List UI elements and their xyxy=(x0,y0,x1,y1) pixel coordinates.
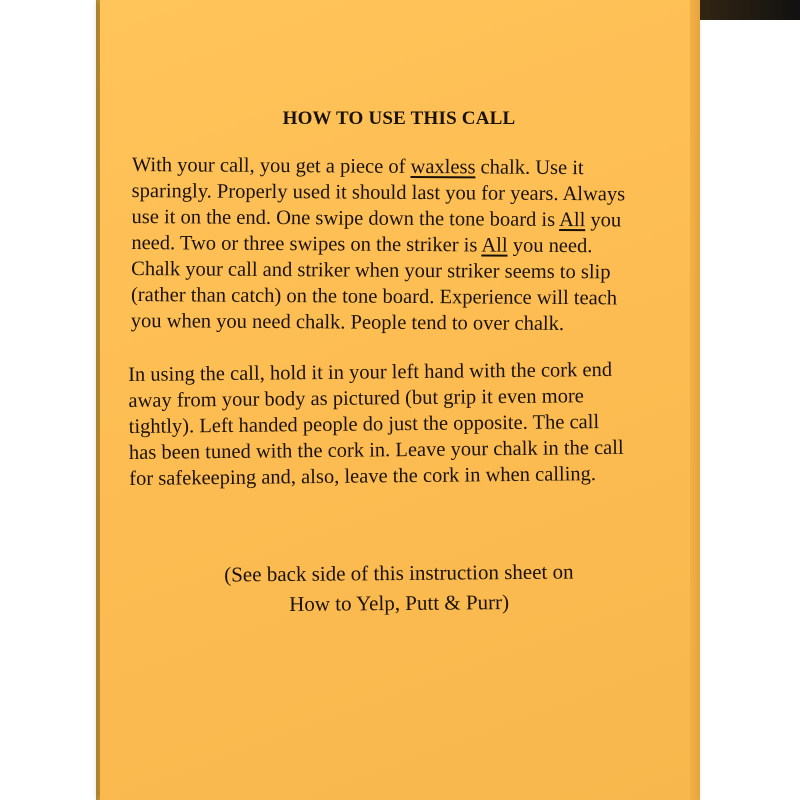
sheet-right-edge xyxy=(690,0,700,800)
paragraph-line xyxy=(132,152,692,182)
note-line: How to Yelp, Putt & Purr) xyxy=(289,590,510,616)
line-text: Chalk your call and striker when your striker seems to slip xyxy=(131,257,611,284)
line-text: use it on the end. One swipe down the tone board is xyxy=(131,205,560,231)
underlined-word: All xyxy=(481,234,508,257)
paragraph-line xyxy=(132,178,692,208)
line-text: you when you need chalk. People tend to over chalk. xyxy=(130,309,565,336)
paragraph-line xyxy=(131,256,691,286)
paragraph-line xyxy=(131,230,691,260)
underlined-word: All xyxy=(559,208,586,232)
grip-paragraph xyxy=(128,356,695,492)
line-text: you xyxy=(585,209,622,232)
underlined-word: waxless xyxy=(410,155,476,179)
line-text: need. Two or three swipes on the striker is xyxy=(131,231,482,257)
paragraph-line: for safekeeping and, also, leave the cork in when calling. xyxy=(129,463,597,490)
line-text: With your call, you get a piece of xyxy=(131,153,411,178)
paragraph-line: In using the call, hold it in your left hand with the cork end xyxy=(128,358,613,386)
sheet-title: HOW TO USE THIS CALL xyxy=(282,108,516,129)
line-text: (rather than catch) on the tone board. Experience will teach xyxy=(130,283,618,310)
line-text: you need. xyxy=(507,234,593,258)
paragraph-line xyxy=(131,282,691,312)
line-text: sparingly. Properly used it should last you for years. Always xyxy=(131,179,626,206)
back-side-note xyxy=(100,555,699,620)
instruction-sheet xyxy=(100,0,698,800)
paragraph-line: has been tuned with the cork in. Leave your chalk in the call xyxy=(128,436,624,464)
paragraph-line: away from your body as pictured (but grip it even more xyxy=(128,385,584,412)
paragraph-line xyxy=(131,204,691,234)
line-text: chalk. Use it xyxy=(475,156,584,180)
paragraph-line xyxy=(131,308,691,338)
chalk-paragraph xyxy=(131,152,692,338)
note-line: (See back side of this instruction sheet on xyxy=(224,559,574,587)
paragraph-line: tightly). Left handed people do just the opposite. The call xyxy=(128,411,600,438)
